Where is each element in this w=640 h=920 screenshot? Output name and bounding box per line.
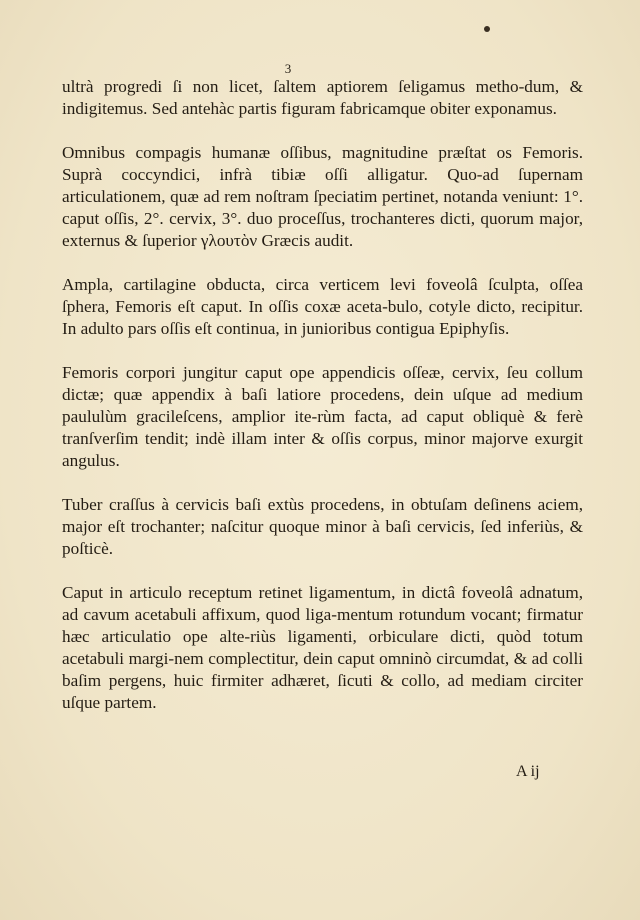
paragraph-5: Tuber craſſus à cervicis baſi extùs procedens, in obtuſam deſinens aciem, major eſt trochanter; naſcitur quoque minor à baſi cervicis, ſed inferiùs, & poſticè. — [62, 495, 583, 558]
signature-mark: A ij — [516, 763, 540, 780]
paragraph-4: Femoris corpori jungitur caput ope appendicis oſſeæ, cervix, ſeu collum dictæ; quæ appendix à baſi latiore procedens, dein uſque ad medium paululùm gracileſcens, amplior ite-rùm facta, ad caput obliquè & ferè tranſverſim tendit; indè illam inter & oſſis corpus, minor majorve exurgit angulus. — [62, 363, 583, 470]
paragraph-1: ultrà progredi ſi non licet, ſaltem aptiorem ſeligamus metho-dum, & indigitemus. Sed antehàc partis figuram fabricamque obiter exponamus. — [62, 77, 583, 118]
ornament-mark — [484, 26, 490, 32]
paragraph-6: Caput in articulo receptum retinet ligamentum, in dictâ foveolâ adnatum, ad cavum acetabuli affixum, quod liga-mentum rotundum vocant; firmatur hæc articulatio ope alte-riùs ligamenti, orbiculare dicti, quòd totum acetabuli margi-nem complectitur, dein caput omninò circumdat, & ad colli baſim pergens, huic firmiter adhæret, ſicuti & collo, ad mediam circiter uſque partem. — [62, 583, 583, 712]
paragraph-2: Omnibus compagis humanæ oſſibus, magnitudine præſtat os Femoris. Suprà coccyndici, infrà tibiæ oſſi alligatur. Quo-ad ſupernam articulationem, quæ ad rem noſtram ſpeciatim pertinet, notanda veniunt: 1°. caput oſſis, 2°. cervix, 3°. duo proceſſus, trochanteres dicti, quorum major, externus & ſuperior γλουτὸν Græcis audit. — [62, 143, 583, 250]
paragraph-3: Ampla, cartilagine obducta, circa verticem levi foveolâ ſculpta, oſſea ſphera, Femoris eſt caput. In oſſis coxæ aceta-bulo, cotyle dicto, recipitur. In adulto pars oſſis eſt continua, in junioribus contigua Epiphyſis. — [62, 275, 583, 338]
body-text — [62, 76, 583, 714]
page-number: 3 — [284, 61, 292, 76]
